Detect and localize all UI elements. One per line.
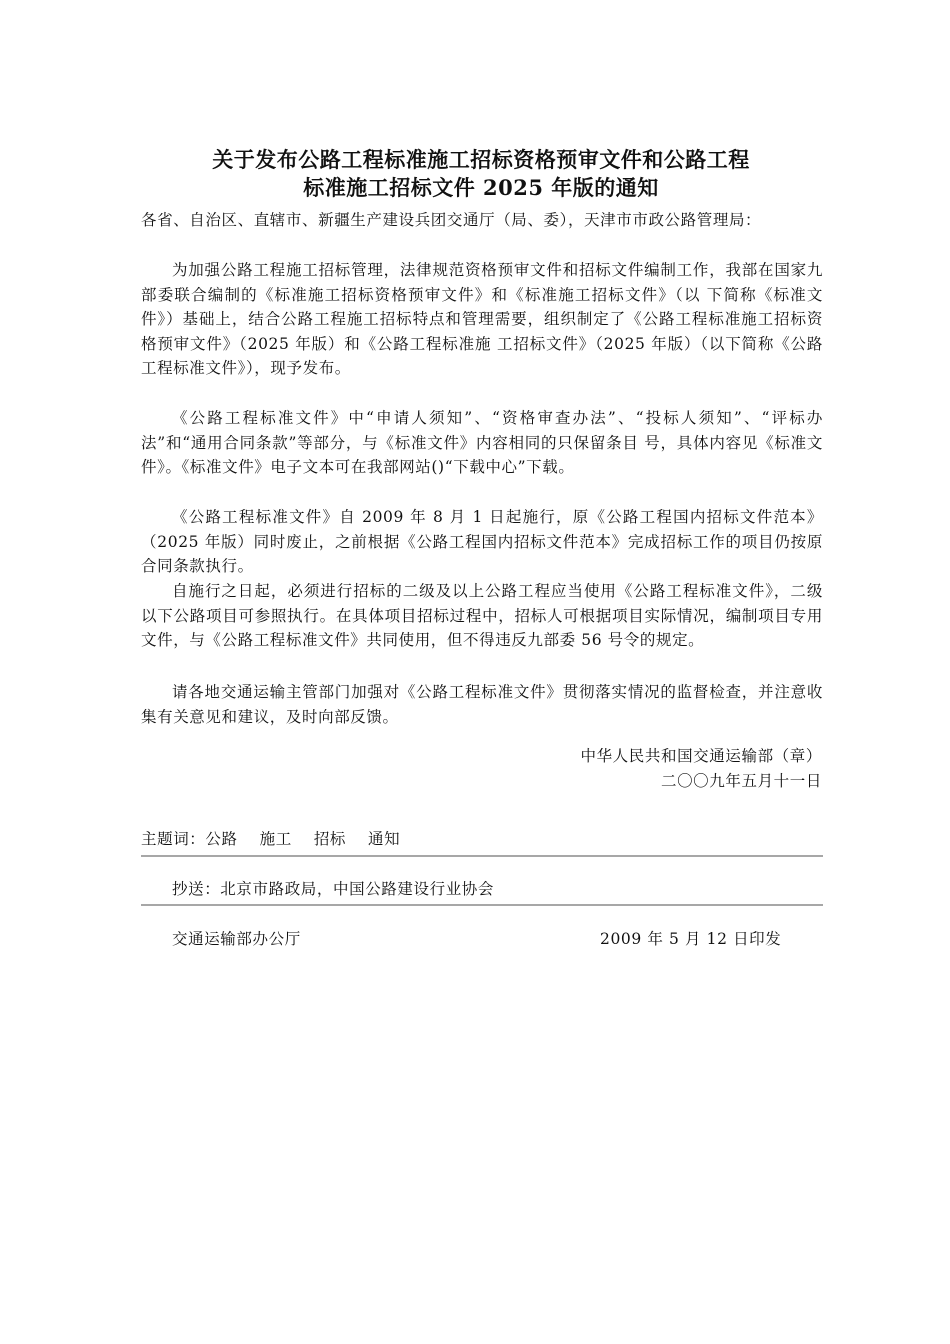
paragraph-4: 自施行之日起，必须进行招标的二级及以上公路工程应当使用《公路工程标准文件》，二级以下公路项目可参照执行。在具体项目招标过程中，招标人可根据项目实际情况，编制项目专用文件，与《公路工程标准文件》共同使用，但不得违反九部委 56 号令的规定。 [141, 582, 823, 649]
cc-recipients: 抄送：北京市路政局，中国公路建设行业协会 [172, 880, 495, 898]
paragraph-1: 为加强公路工程施工招标管理，法律规范资格预审文件和招标文件编制工作，我部在国家九部委联合编制的《标准施工招标资格预审文件》和《标准施工招标文件》（以 下简称《标准文件》）基础上，结合公路工程施工招标特点和管理需要，组织制定了《公路工程标准施工招标资格预审文件》（2025 年版）和《公路工程标准施 工招标文件》（2025 年版）（以下简称《公路工程标准文件》），现予发布。 [141, 261, 823, 377]
paragraph-2: 《公路工程标准文件》中“申请人须知”、“资格审查办法”、“投标人须知”、“评标办法”和“通用合同条款”等部分，与《标准文件》内容相同的只保留条目 号，具体内容见《标准文件》。《标准文件》电子文本可在我部网站()“下载中心”下载。 [141, 409, 823, 476]
signature-date: 二〇〇九年五月十一日 [660, 772, 822, 790]
divider-line [141, 904, 823, 906]
subject-keyword: 通知 [368, 830, 401, 848]
subject-label: 主题词： [141, 830, 206, 848]
divider-line [141, 855, 823, 857]
document-title-line-2: 标准施工招标文件 2025 年版的通知 [303, 175, 659, 200]
document-title-line-1: 关于发布公路工程标准施工招标资格预审文件和公路工程 [212, 147, 750, 172]
salutation: 各省、自治区、直辖市、新疆生产建设兵团交通厅（局、委），天津市市政公路管理局： [141, 211, 762, 229]
paragraph-3: 《公路工程标准文件》自 2009 年 8 月 1 日起施行，原《公路工程国内招标文件范本》（2025 年版）同时废止，之前根据《公路工程国内招标文件范本》完成招标工作的项目仍按原合同条款执行。 [141, 508, 823, 575]
subject-keyword: 招标 [313, 830, 347, 848]
paragraph-5: 请各地交通运输主管部门加强对《公路工程标准文件》贯彻落实情况的监督检查，并注意收集有关意见和建议，及时向部反馈。 [141, 683, 823, 726]
subject-keyword: 施工 [259, 830, 292, 848]
subject-keyword: 公路 [205, 830, 238, 848]
signature-organization: 中华人民共和国交通运输部（章） [580, 747, 822, 765]
printed-date: 2009 年 5 月 12 日印发 [600, 930, 782, 948]
subject-keywords [141, 827, 400, 851]
issuing-office: 交通运输部办公厅 [172, 930, 301, 948]
